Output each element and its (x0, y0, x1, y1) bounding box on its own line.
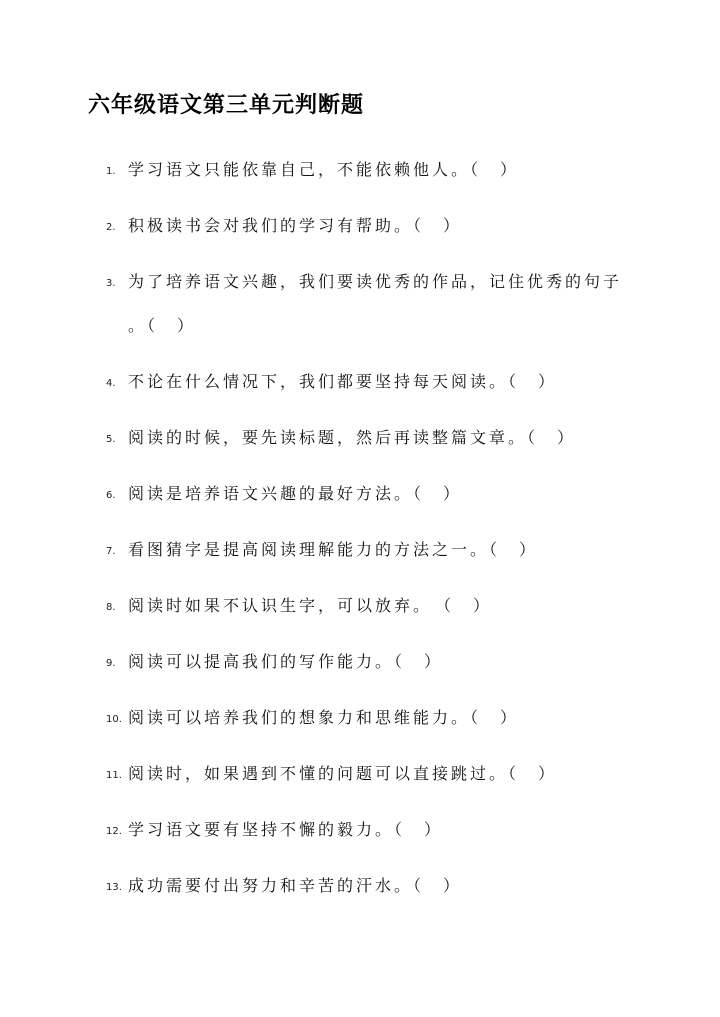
question-text: 学习语文要有坚持不懈的毅力。（ ） (128, 820, 444, 839)
question-number: 3. (106, 278, 116, 289)
question-item (106, 817, 646, 840)
question-number: 8. (106, 602, 116, 613)
question-text: 阅读是培养语文兴趣的最好方法。（ ） (128, 484, 463, 503)
question-item (106, 369, 646, 392)
question-text: 阅读时，如果遇到不懂的问题可以直接跳过。（ ） (128, 764, 558, 783)
question-item (106, 481, 646, 504)
question-text: 成功需要付出努力和辛苦的汗水。（ ） (128, 876, 463, 895)
question-text: 为了培养语文兴趣，我们要读优秀的作品，记住优秀的句子 (128, 272, 623, 291)
question-item (106, 649, 646, 672)
question-text: 阅读可以提高我们的写作能力。（ ） (128, 652, 444, 671)
question-item (106, 269, 646, 292)
question-text: 不论在什么情况下，我们都要坚持每天阅读。（ ） (128, 372, 558, 391)
question-number: 4. (106, 378, 116, 389)
question-text: 阅读时如果不认识生字，可以放弃。 （ ） (128, 596, 493, 615)
question-number: 12. (106, 826, 122, 837)
question-text: 学习语文只能依靠自己，不能依赖他人。（ ） (128, 160, 520, 179)
question-item (106, 761, 646, 784)
question-item (106, 705, 646, 728)
question-number: 6. (106, 490, 116, 501)
question-text: 阅读可以培养我们的想象力和思维能力。（ ） (128, 708, 520, 727)
question-text: 积极读书会对我们的学习有帮助。（ ） (128, 216, 463, 235)
question-item (106, 425, 646, 448)
question-number: 13. (106, 882, 122, 893)
question-item (106, 537, 646, 560)
question-text: 看图猜字是提高阅读理解能力的方法之一。（ ） (128, 540, 539, 559)
question-item (106, 593, 646, 616)
question-item (106, 873, 646, 896)
question-number: 1. (106, 166, 116, 177)
question-number: 9. (106, 658, 116, 669)
question-number: 7. (106, 546, 116, 557)
question-number: 11. (106, 770, 122, 781)
question-item (106, 213, 646, 236)
question-text: 阅读的时候，要先读标题，然后再读整篇文章。（ ） (128, 428, 577, 447)
question-item (106, 157, 646, 180)
question-number: 10. (106, 714, 122, 725)
question-number: 2. (106, 222, 116, 233)
page-title: 六年级语文第三单元判断题 (88, 92, 365, 118)
question-text-continuation: 。（ ） (128, 316, 197, 335)
question-number: 5. (106, 434, 116, 445)
